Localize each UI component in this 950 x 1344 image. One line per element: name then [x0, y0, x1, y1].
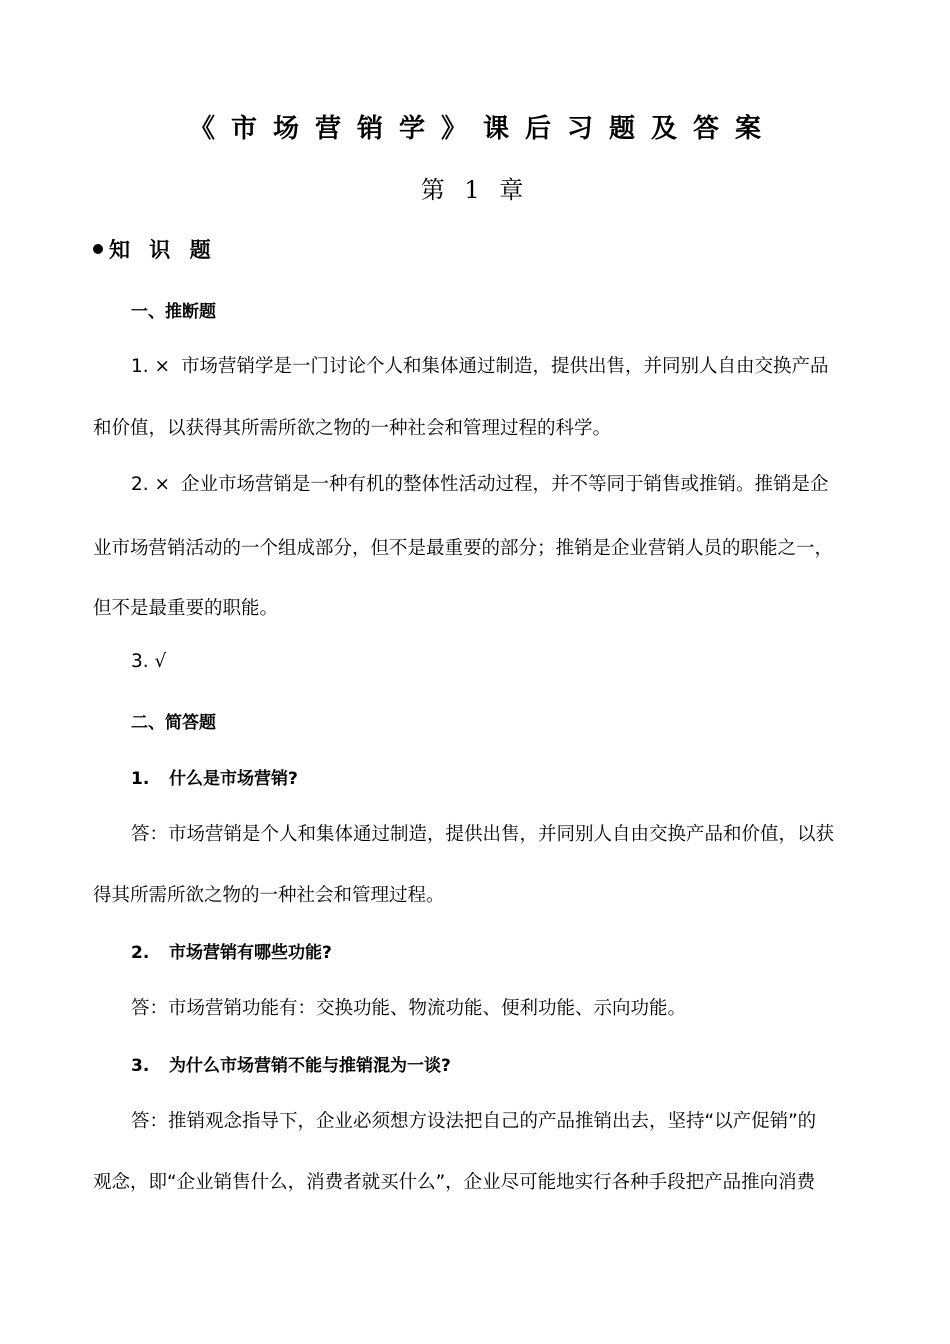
question-3-number: 3.: [131, 1056, 150, 1076]
question-3-text: 为什么市场营销不能与推销混为一谈?: [169, 1056, 451, 1076]
judgment-item-1-line1: [131, 352, 829, 378]
question-2-number: 2.: [131, 943, 150, 963]
answer-3-line1: 答：推销观念指导下，企业必须想方设法把自己的产品推销出去，坚持“以产促销”的: [131, 1111, 817, 1132]
question-2: [131, 938, 332, 963]
judgment-item-1-text: 市场营销学是一门讨论个人和集体通过制造，提供出售，并同别人自由交换产品: [181, 356, 829, 377]
answer-1-line1: 答：市场营销是个人和集体通过制造，提供出售，并同别人自由交换产品和价值，以获: [131, 824, 835, 845]
part1-heading: 一、推断题: [131, 302, 216, 322]
judgment-item-1-line2: 和价值，以获得其所需所欲之物的一种社会和管理过程的科学。: [93, 418, 612, 439]
judgment-item-2-line1: [131, 470, 829, 496]
judgment-item-2-label: 2. ×: [131, 474, 171, 495]
answer-3-line2: 观念，即“企业销售什么，消费者就买什么”，企业尽可能地实行各种手段把产品推向消费: [93, 1172, 816, 1193]
judgment-item-2-text: 企业市场营销是一种有机的整体性活动过程，并不等同于销售或推销。推销是企: [181, 474, 829, 495]
judgment-item-2-line2: 业市场营销活动的一个组成部分，但不是最重要的部分；推销是企业营销人员的职能之一，: [93, 538, 834, 559]
section-title: 知 识 题: [109, 238, 217, 262]
section-heading: [93, 234, 217, 264]
document-title: 《市场营销学》课后习题及答案: [188, 114, 777, 144]
question-2-text: 市场营销有哪些功能?: [169, 943, 332, 963]
question-1-text: 什么是市场营销?: [169, 769, 298, 789]
judgment-item-3-label: 3. √: [131, 651, 167, 672]
answer-1-line2: 得其所需所欲之物的一种社会和管理过程。: [93, 885, 445, 906]
question-3: [131, 1051, 451, 1076]
question-1-number: 1.: [131, 769, 150, 789]
judgment-item-2-line3: 但不是最重要的职能。: [93, 598, 279, 619]
answer-2-line1: 答：市场营销功能有：交换功能、物流功能、便利功能、示向功能。: [131, 998, 687, 1019]
bullet-icon: [93, 244, 103, 254]
chapter-heading: 第 1 章: [420, 176, 530, 204]
part2-heading: 二、简答题: [131, 713, 216, 733]
judgment-item-1-label: 1. ×: [131, 356, 171, 377]
question-1: [131, 764, 298, 789]
